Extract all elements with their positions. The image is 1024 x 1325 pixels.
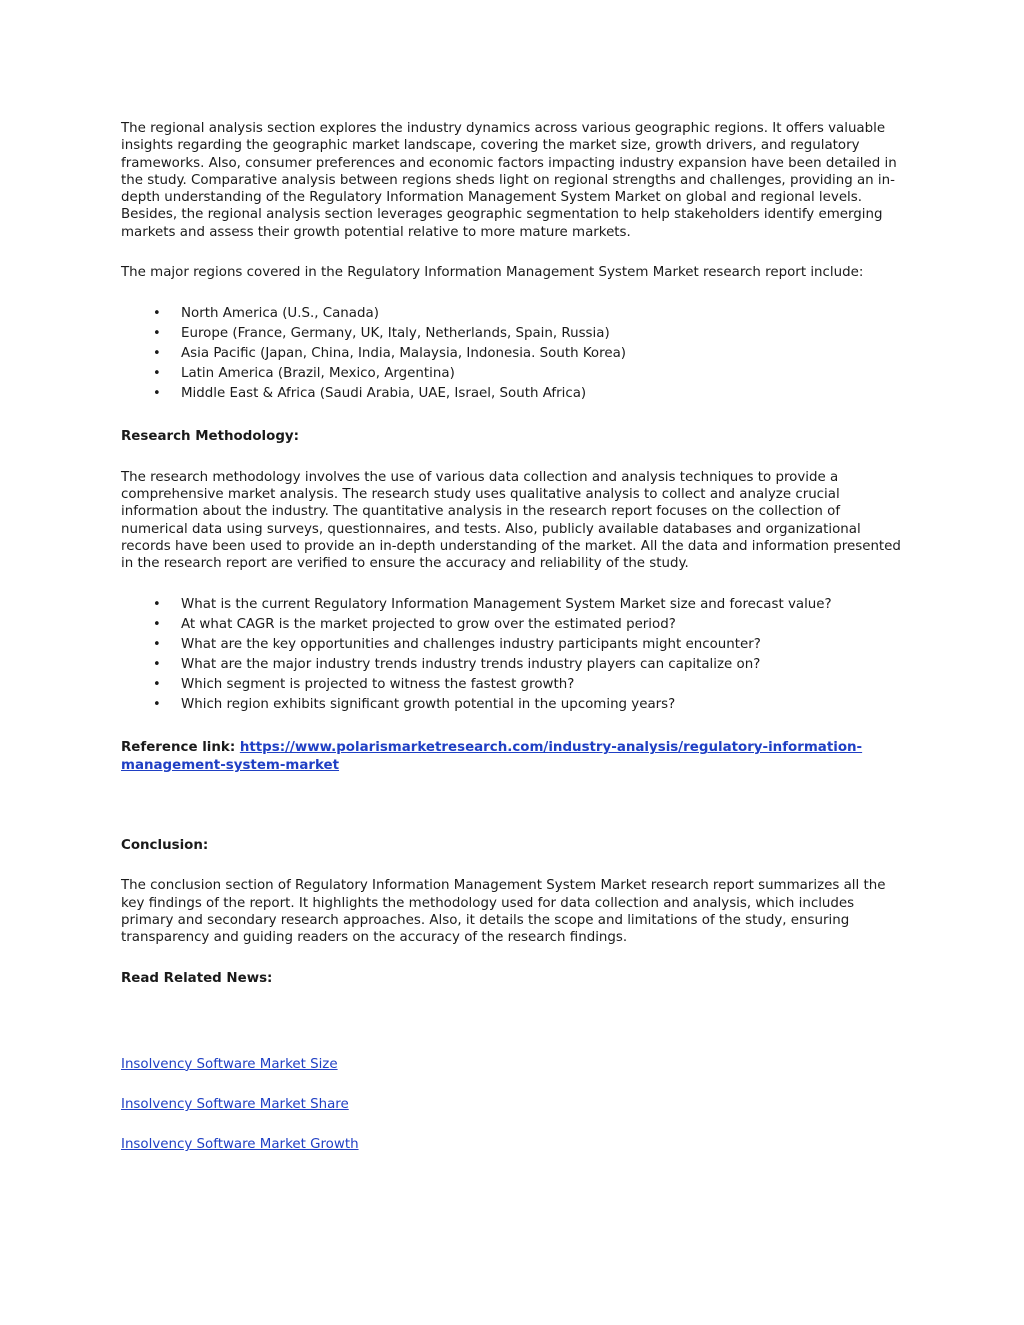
- list-item: [121, 595, 906, 615]
- list-item: [121, 1136, 906, 1153]
- methodology-paragraph: The research methodology involves the use of various data collection and analysis techniques to provide a comprehensive market analysis. The research study uses qualitative analysis to collect and analyze crucial information about the industry. The quantitative analysis in the research report focuses on the collection of numerical data using surveys, questionnaires, and tests. Also, publicly available databases and organizational records have been used to provide an in-depth understanding of the market. All the data and information presented in the research report are verified to ensure the accuracy and reliability of the study.: [121, 469, 901, 572]
- region-text: Latin America (Brazil, Mexico, Argentina): [181, 366, 455, 382]
- related-links: [121, 1056, 906, 1154]
- question-text: What are the key opportunities and challenges industry participants might encounter?: [181, 637, 761, 653]
- bullet-icon: •: [153, 677, 161, 693]
- reference-line: [121, 739, 906, 774]
- reference-link[interactable]: https://www.polarismarketresearch.com/industry-analysis/regulatory-information-management-system-market: [121, 740, 863, 773]
- list-item: [121, 324, 906, 344]
- question-text: At what CAGR is the market projected to grow over the estimated period?: [181, 617, 676, 633]
- question-text: Which region exhibits significant growth potential in the upcoming years?: [181, 697, 676, 713]
- related-link-size[interactable]: Insolvency Software Market Size: [121, 1056, 338, 1072]
- spacer: [121, 1010, 906, 1056]
- list-item: [121, 384, 906, 404]
- list-item: [121, 675, 906, 695]
- question-text: What are the major industry trends industry trends industry players can capitalize on?: [181, 657, 761, 673]
- regional-analysis-paragraph: The regional analysis section explores the industry dynamics across various geographic regions. It offers valuable insights regarding the geographic market landscape, covering the market size, growth drivers, and regulatory frameworks. Also, consumer preferences and economic factors impacting industry expansion have been detailed in the study. Comparative analysis between regions sheds light on regional strengths and challenges, providing an in-depth understanding of the Regulatory Information Management System Market on global and regional levels. Besides, the regional analysis section leverages geographic segmentation to help stakeholders identify emerging markets and assess their growth potential relative to more mature markets.: [121, 121, 897, 240]
- conclusion-paragraph: The conclusion section of Regulatory Information Management System Market research report summarizes all the key findings of the report. It highlights the methodology used for data collection and analysis, which includes primary and secondary research approaches. Also, it details the scope and limitations of the study, ensuring transparency and guiding readers on the accuracy of the research findings.: [121, 878, 886, 946]
- list-item: [121, 1096, 906, 1113]
- region-text: Europe (France, Germany, UK, Italy, Netherlands, Spain, Russia): [181, 326, 610, 342]
- bullet-icon: •: [153, 617, 161, 633]
- region-text: North America (U.S., Canada): [181, 306, 379, 322]
- related-news-heading: Read Related News:: [121, 970, 273, 986]
- list-item: [121, 344, 906, 364]
- bullet-icon: •: [153, 697, 161, 713]
- question-text: What is the current Regulatory Information Management System Market size and forecast value?: [181, 597, 832, 613]
- list-item: [121, 364, 906, 384]
- bullet-icon: •: [153, 657, 161, 673]
- bullet-icon: •: [153, 386, 161, 402]
- bullet-icon: •: [153, 637, 161, 653]
- regions-list: [121, 304, 906, 404]
- region-text: Middle East & Africa (Saudi Arabia, UAE, Israel, South Africa): [181, 386, 587, 402]
- bullet-icon: •: [153, 306, 161, 322]
- related-link-share[interactable]: Insolvency Software Market Share: [121, 1097, 349, 1113]
- list-item: [121, 304, 906, 324]
- question-text: Which segment is projected to witness the fastest growth?: [181, 677, 575, 693]
- list-item: [121, 615, 906, 635]
- questions-list: [121, 595, 906, 715]
- related-link-growth[interactable]: Insolvency Software Market Growth: [121, 1137, 359, 1153]
- regions-intro: The major regions covered in the Regulatory Information Management System Market research report include:: [121, 265, 864, 281]
- list-item: [121, 635, 906, 655]
- list-item: [121, 655, 906, 675]
- list-item: [121, 1056, 906, 1073]
- bullet-icon: •: [153, 326, 161, 342]
- bullet-icon: •: [153, 346, 161, 362]
- region-text: Asia Pacific (Japan, China, India, Malaysia, Indonesia. South Korea): [181, 346, 627, 362]
- bullet-icon: •: [153, 366, 161, 382]
- conclusion-heading: Conclusion:: [121, 838, 209, 854]
- reference-label: Reference link:: [121, 740, 240, 756]
- methodology-heading: Research Methodology:: [121, 429, 300, 445]
- document-page: [121, 120, 906, 1177]
- list-item: [121, 695, 906, 715]
- bullet-icon: •: [153, 597, 161, 613]
